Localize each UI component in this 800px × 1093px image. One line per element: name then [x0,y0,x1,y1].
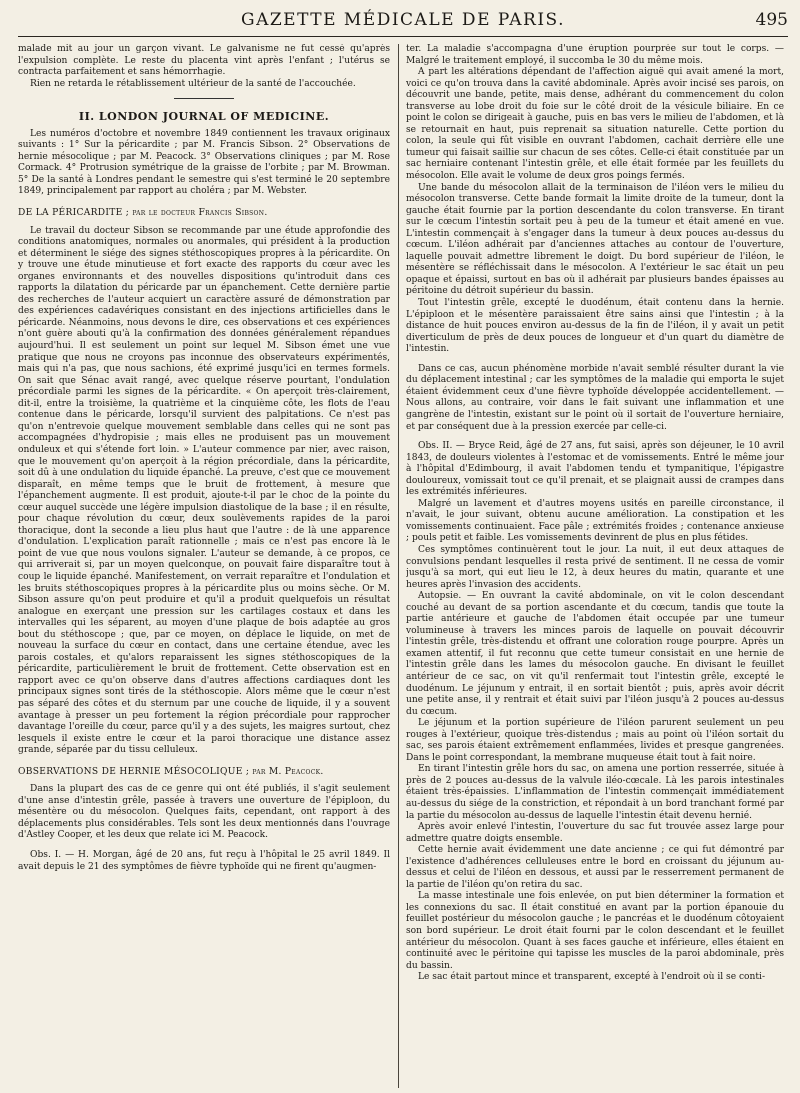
paragraph: Après avoir enlevé l'intestin, l'ouverture du sac fut trouvée assez large pour admettre quatre doigts ensemble. [406,822,784,844]
paragraph: Ces symptômes continuèrent tout le jour. La nuit, il eut deux attaques de convulsions pendant lesquelles il resta privé de sentiment. Il ne cessa de vomir jusqu'à sa mort, qui eut lieu le 12, à deux heures du matin, quarante et une heures après l'invasion des accidents. [406,544,784,590]
paragraph: Malgré un lavement et d'autres moyens usités en pareille circonstance, il n'avait, le jour suivant, obtenu aucune amélioration. La constipation et les vomissements continuaient. Face pâle ; extrémités froides ; contenance anxieuse ; pouls petit et faible. Les vomissements devinrent de plus en plus fétides. [406,498,784,544]
paragraph: A part les altérations dépendant de l'affection aiguë qui avait amené la mort, voici ce qu'on trouva dans la cavité abdominale. Après avoir incisé ses parois, on découvrit une bande, petite, mais dense, adhérant du commencement du colon transverse au lobe droit du foie sur le côté droit de la vésicule biliaire. En ce point le colon se dirigeait à gauche, puis en bas vers le milieu de l'abdomen, et là se retournait en haut, puis reprenait sa situation naturelle. Cette portion du colon, la seule qui fût visible en ouvrant l'abdomen, cachait derrière elle une tumeur qui faisait saillie sur chacun de ses côtes. Celle-ci était constituée par un sac herniaire contenant l'intestin grêle, et elle était formée par les feuillets du mésocolon. Elle avait le volume de deux gros poings fermés. [406,67,784,182]
separator-rule [174,98,234,99]
paragraph: Dans la plupart des cas de ce genre qui ont été publiés, il s'agit seulement d'une anse d'intestin grêle, passée à travers une ouverture de l'épiploon, du mésentère ou du mésocolon. Quelques faits, cependant, ont rapport à des déplacements plus considérables. Tels sont les deux mentionnés dans l'ouvrage d'Astley Cooper, et les deux que relate ici M. Peacock. [18,784,390,841]
paragraph: Les numéros d'octobre et novembre 1849 contiennent les travaux originaux suivants : 1° Sur la péricardite ; par M. Francis Sibson. 2° Observations de hernie mésocolique ; par M. Peacock. 3° Observations cliniques ; par M. Rose Cormack. 4° Protrusion symétrique de la graisse de l'orbite ; par M. Browman. 5° De la santé à Londres pendant le semestre qui s'est terminé le 20 septembre 1849, principalement par rapport au choléra ; par M. Webster. [18,128,390,197]
journal-title: GAZETTE MÉDICALE DE PARIS. [241,10,565,30]
article-subheading: OBSERVATIONS DE HERNIE MÉSOCOLIQUE ; par M. Peacock. [18,766,324,777]
paragraph: Le jéjunum et la portion supérieure de l'iléon parurent seulement un peu rouges à l'extérieur, quoique très-distendus ; mais au point où l'iléon sortait du sac, ses parois étaient extrêmement enflammées, livides et presque gangrenées. Dans le point correspondant, la membrane muqueuse était tout à fait noire. [406,718,784,763]
paragraph: Obs. I. — H. Morgan, âgé de 20 ans, fut reçu à l'hôpital le 25 avril 1849. Il avait depuis le 21 des symptômes de fièvre typhoïde qui ne firent qu'augmen- [18,850,390,872]
paragraph: malade mit au jour un garçon vivant. Le galvanisme ne fut cessé qu'après l'expulsion complète. Le reste du placenta vint après l'enfant ; l'utérus se contracta parfaitement et sans hémorrhagie. [18,44,390,78]
right-column [406,44,784,1088]
paragraph: Cette hernie avait évidemment une date ancienne ; ce qui fut démontré par l'existence d'adhérences celluleuses entre le bord en croissant du jéjunum au-dessus et celui de l'iléon en dessous, et aussi par le resserrement permanent de la partie de l'iléon qu'on retira du sac. [406,845,784,890]
spacer [406,356,784,364]
left-column [18,44,390,1088]
column-divider [398,44,399,1088]
spacer [406,433,784,441]
paragraph: Obs. II. — Bryce Reid, âgé de 27 ans, fut saisi, après son déjeuner, le 10 avril 1843, de douleurs violentes à l'estomac et de vomissements. Entré le même jour à l'hôpital d'Edimbourg, il avait l'abdomen tendu et tympanitique, l'épigastre douloureux, vomissait tout ce qu'il prenait, et se plaignait aussi de crampes dans les extrémités inférieures. [406,441,784,498]
article-subheading: DE LA PÉRICARDITE ; par le docteur Francis Sibson. [18,208,268,219]
paragraph: La masse intestinale une fois enlevée, on put bien déterminer la formation et les connexions du sac. Il était constitué en avant par la portion épanouie du feuillet postérieur du mésocolon gauche ; le pancréas et le duodénum côtoyaient son bord supérieur. Le droit était fourni par le colon descendant et le feuillet antérieur du mésocolon. Quant à ses faces gauche et inférieure, elles étaient en continuité avec le péritoine qui tapisse les muscles de la paroi abdominale, près du bassin. [406,891,784,971]
paragraph: Tout l'intestin grêle, excepté le duodénum, était contenu dans la hernie. L'épiploon et le mésentère paraissaient être sains ainsi que l'intestin ; à la distance de huit pouces environ au-dessus de la fin de l'iléon, il y avait un petit diverticulum de près de deux pouces de longueur et d'un quart du diamètre de l'intestin. [406,298,784,355]
page-number: 495 [755,10,788,30]
paragraph: Dans ce cas, aucun phénomène morbide n'avait semblé résulter durant la vie du déplacement intestinal ; car les symptômes de la maladie qui emporta le sujet étaient évidemment ceux d'une fièvre typhoïde développée accidentellement. — Nous allons, au contraire, voir dans le fait suivant une inflammation et une gangrène de l'intestin, existant sur le point où il sortait de l'ouverture herniaire, et par conséquent due à la pression exercée par celle-ci. [406,363,784,432]
section-title: II. LONDON JOURNAL OF MEDICINE. [78,110,330,124]
paragraph: Une bande du mésocolon allait de la terminaison de l'iléon vers le milieu du mésocolon transverse. Cette bande formait la limite droite de la tumeur, dont la gauche était fournie par la portion descendante du colon transverse. En tirant sur le cœcum l'intestin sortait peu à peu de la tumeur et était amené en vue. L'intestin commençait à s'engager dans la tumeur à deux pouces au-dessus du cœcum. L'iléon adhérait par d'anciennes attaches au contour de l'ouverture, laquelle pouvait admettre librement le doigt. Du bord supérieur de l'iléon, le mésentère se réfléchissait dans le mésocolon. A l'extérieur le sac était un peu opaque et épaissi, surtout en bas où il adhérait par plusieurs bandes épaisses au péritoine du détroit supérieur du bassin. [406,182,784,297]
paragraph: Le travail du docteur Sibson se recommande par une étude approfondie des conditions anatomiques, normales ou anormales, qui président à la production et déterminent le siége des signes stéthoscopiques propres à la péricardite. On y trouve une étude minutieuse et fort exacte des rapports du cœur avec les organes environnants et des nouvelles dispositions qu'introduit dans ces rapports la dilatation du péricarde par un épanchement. Cette dernière partie des recherches de l'auteur acquiert un caractère assuré de démonstration par des expériences cadavériques consistant en des injections artificielles dans le péricarde. Néanmoins, nous devons le dire, ces observations et ces expériences n'ont guère abouti qu'à la confirmation des données généralement répandues aujourd'hui. Il est seulement un point sur lequel M. Sibson émet une vue pratique que nous ne croyons pas inconnue des observateurs expérimentés, mais qui n'a pas, que nous sachions, été exprimé jusqu'ici en termes formels. On sait que Sénac avait rangé, avec quelque réserve pourtant, l'ondulation précordiale parmi les signes de la péricardite. « On aperçoit très-clairement, dit-il, entre la troisième, la quatrième et la cinquième côte, les flots de l'eau contenue dans le péricarde, lorsqu'il survient des palpitations. Ce n'est pas qu'on n'entrevoie quelque mouvement semblable dans celles qui ne sont pas accompagnées d'hydropisie ; mais elles ne produisent pas un mouvement onduleux et qui s'étende fort loin. » L'auteur commence par nier, avec raison, que le mouvement qu'on aperçoit à la région précordiale, dans la péricardite, soit dû à une ondulation du liquide épanché. La preuve, c'est que ce mouvement disparaît, en même temps que le bruit de frottement, à mesure que l'épanchement augmente. Il est produit, ajoute-t-il par le choc de la pointe du cœur auquel succède une légère impulsion diastolique de la base ; il en résulte, pour chaque révolution du cœur, deux soulèvements rapides de la paroi thoracique, dont la seconde a lieu plus haut que l'autre : de là une apparence d'ondulation. L'explication paraît rationnelle ; mais ce n'est pas encore là le point de vue que nous voulons signaler. L'auteur se demande, à ce propos, ce qui arriverait si, par un moyen quelconque, on pouvait faire disparaître tout à coup le liquide épanché. Manifestement, on verrait reparaître et l'ondulation et les bruits stéthoscopiques propres à la péricardite plus ou moins sèche. Or M. Sibson assure qu'on peut produire et qu'il a produit quelquefois un résultat analogue en exerçant une pression sur les cartilages costaux et dans les intervalles qui les séparent, au moyen d'une plaque de bois adaptée au gros bout du stéthoscope ; que, par ce moyen, on déplace le liquide, on met de nouveau la surface du cœur en contact, dans une certaine étendue, avec les parois costales, et qu'alors reparaissent les signes stéthoscopiques de la péricardite, particulièrement le bruit de frottement. Cette observation est en rapport avec ce qu'on observe dans d'autres affections cardiaques dont les principaux signes sont tirés de la stéthoscopie. Alors même que le cœur n'est pas séparé des côtes et du sternum par une couche de liquide, il y a souvent avantage à presser un peu fortement la région précordiale pour rapprocher davantage l'oreille du cœur, parce qu'il y a des sujets, les maigres surtout, chez lesquels il existe entre le cœur et la paroi thoracique une distance assez grande, séparée par du tissu celluleux. [18,225,390,756]
paragraph: Autopsie. — En ouvrant la cavité abdominale, on vit le colon descendant couché au devant de sa portion ascendante et du cœcum, tandis que toute la partie antérieure et gauche de l'abdomen était occupée par une tumeur volumineuse à travers les minces parois de laquelle on pouvait découvrir l'intestin grêle, très-distendu et offrant une coloration rouge pourpre. Après un examen attentif, il fut reconnu que cette tumeur consistait en une hernie de l'intestin grêle dans les lames du mésocolon gauche. En divisant le feuillet antérieur de ce sac, on vit qu'il renfermait tout l'intestin grêle, excepté le duodénum. Le jéjunum y entrait, il en sortait bientôt ; puis, après avoir décrit une petite anse, il y rentrait et était suivi par l'iléon jusqu'à 2 pouces au-dessus du cœcum. [406,591,784,717]
paragraph: Le sac était partout mince et transparent, excepté à l'endroit où il se conti- [418,972,766,983]
paragraph: Rien ne retarda le rétablissement ultérieur de la santé de l'accouchée. [30,78,356,89]
paragraph: ter. La maladie s'accompagna d'une éruption pourprée sur tout le corps. — Malgré le traitement employé, il succomba le 30 du même mois. [406,44,784,66]
paragraph: En tirant l'intestin grêle hors du sac, on amena une portion resserrée, située à près de 2 pouces au-dessus de la valvule iléo-cœcale. Là les parois intestinales étaient très-épaissies. L'inflammation de l'intestin commençait immédiatement au-dessus du siége de la constriction, et répondait à un bord tranchant formé par la partie du mésocolon au-dessus de laquelle l'intestin était devenu hernié. [406,764,784,821]
spacer [18,842,390,850]
page-header [18,8,788,37]
